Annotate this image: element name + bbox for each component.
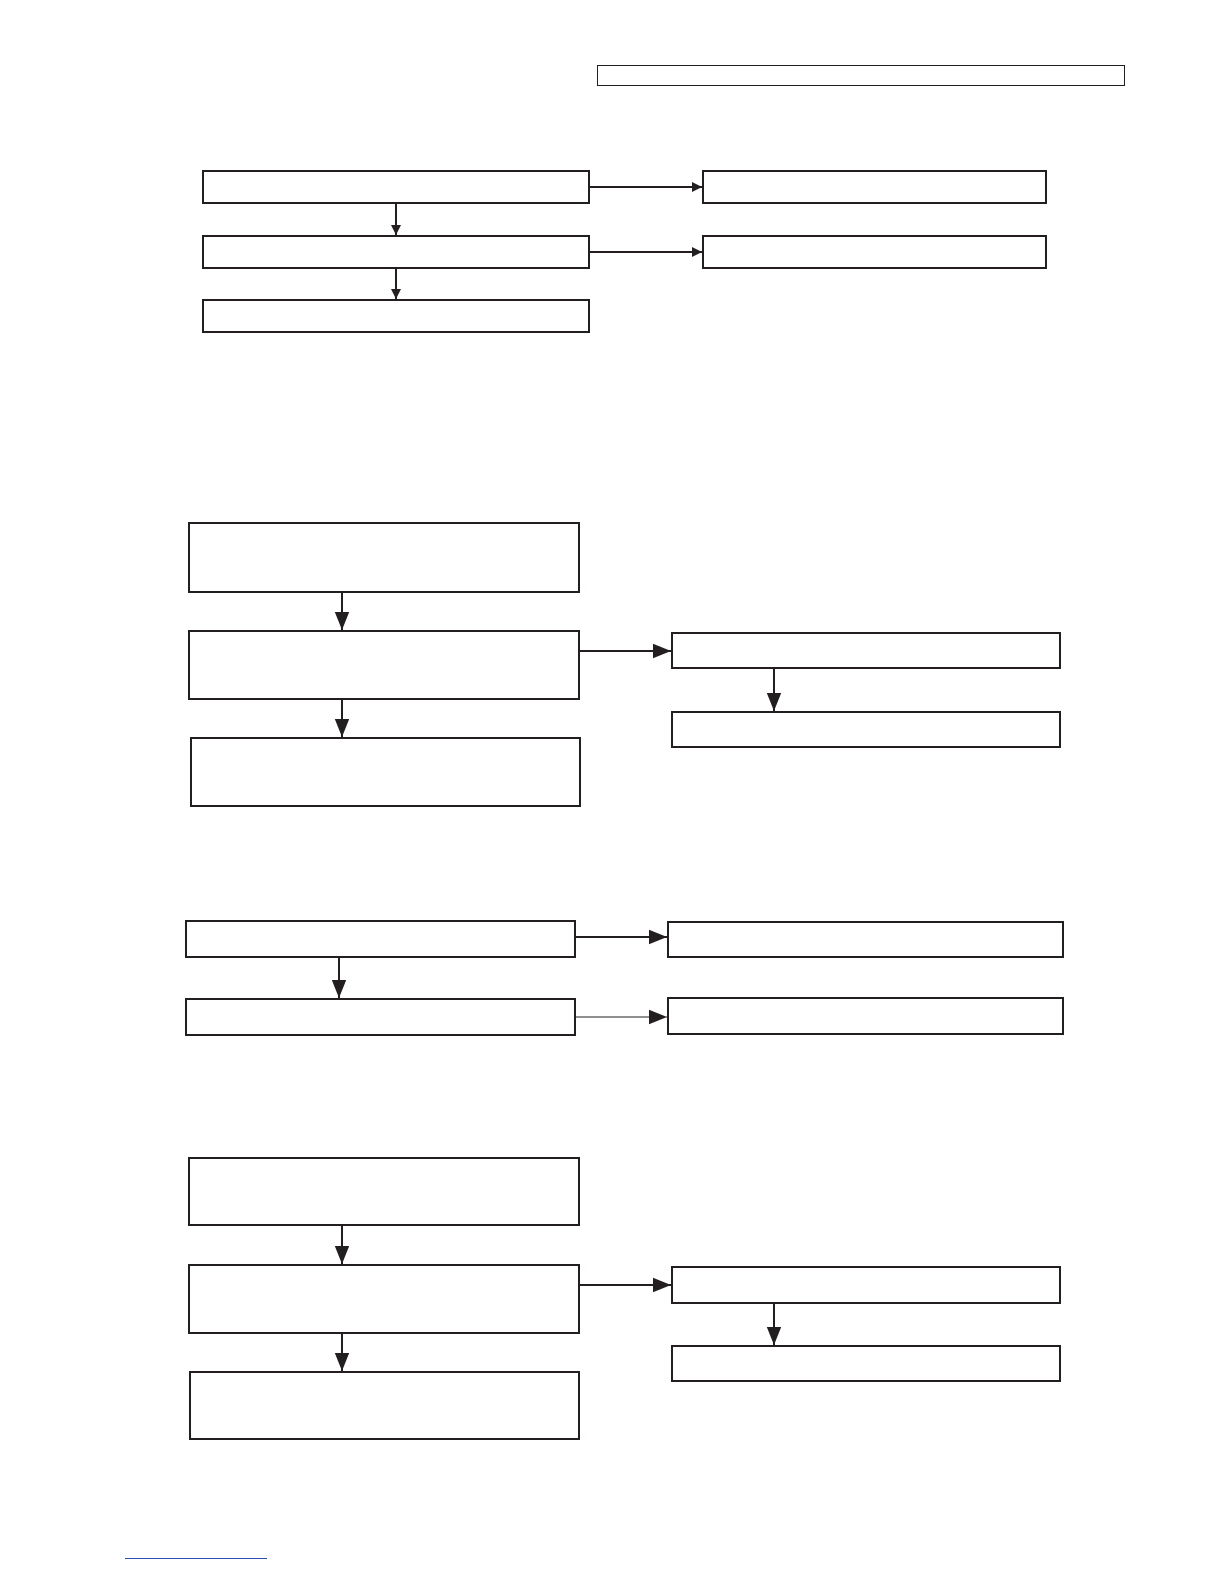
footer-link-underline[interactable] (125, 1558, 267, 1559)
